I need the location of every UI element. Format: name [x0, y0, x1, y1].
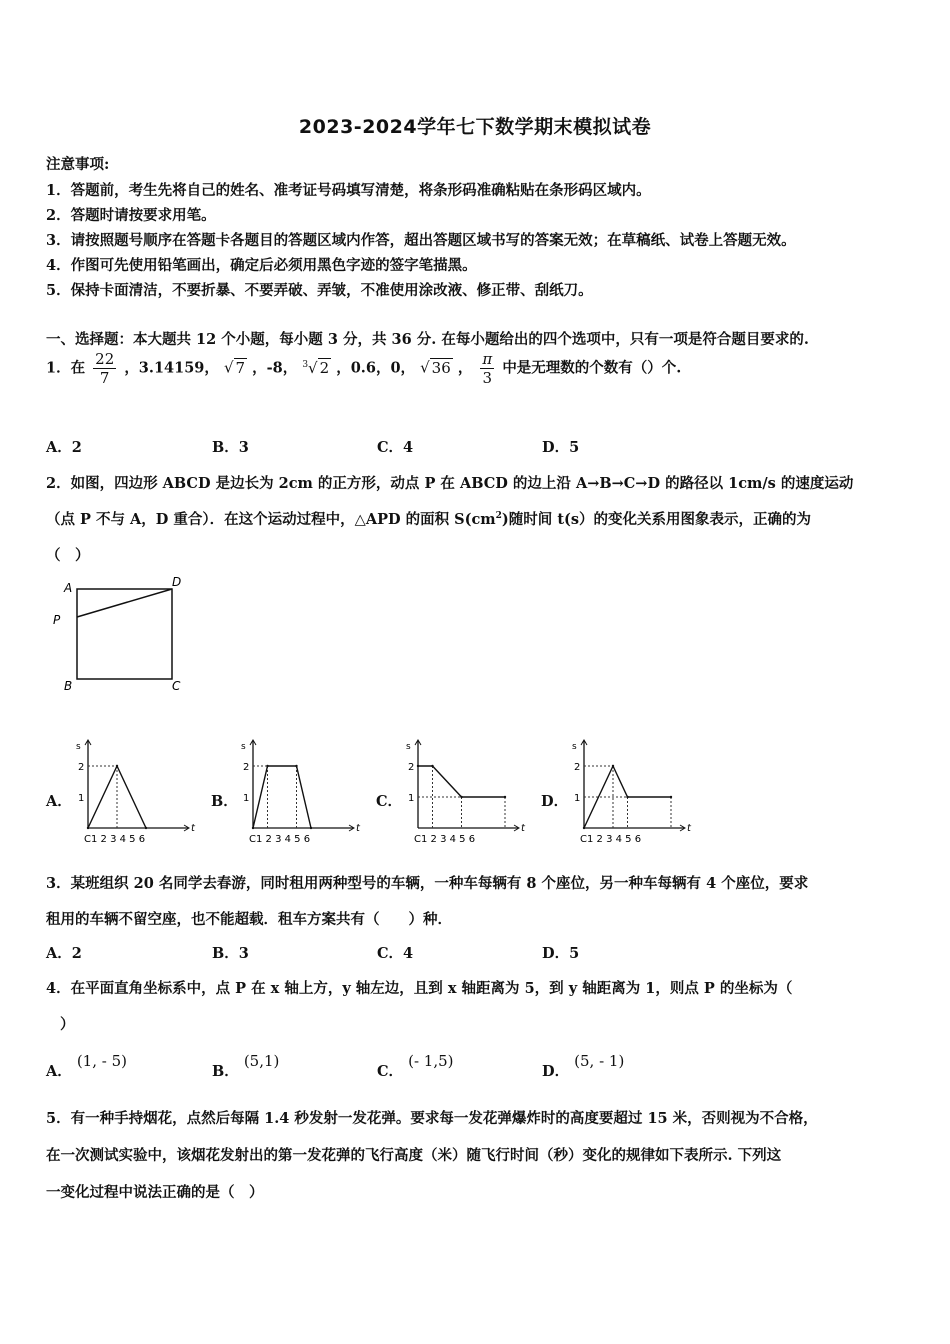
q5-line-3: 一变化过程中说法正确的是（ ） [46, 1184, 264, 1201]
option-label: A． [46, 1063, 72, 1080]
q3-line-2: 租用的车辆不留空座，也不能超载．租车方案共有（ ）种． [46, 911, 452, 928]
data-point [266, 765, 268, 767]
y-axis-label: s [76, 742, 81, 752]
notice-heading: 注意事项: [46, 156, 110, 173]
x-tick-labels: C1 2 3 4 5 6 [414, 834, 476, 845]
section-heading: 一、选择题：本大题共 12 个小题，每小题 3 分，共 36 分. 在每小题给出的四个选项中，只有一项是符合题目要求的. [46, 331, 809, 348]
notice-item-3: 3．请按照题号顺序在答题卡各题目的答题区域内作答，超出答题区域书写的答案无效；在草稿纸、试卷上答题无效。 [46, 232, 796, 249]
y-tick-label: 1 [574, 793, 581, 804]
y-tick-label: 1 [408, 793, 415, 804]
data-point [460, 796, 462, 798]
radicand: 36 [431, 358, 451, 377]
label-p: P [53, 613, 61, 627]
root-index: 3 [302, 359, 309, 370]
superscript: 2 [495, 511, 502, 522]
y-axis-label: s [241, 742, 246, 752]
y-tick-label: 2 [78, 762, 85, 773]
data-point [583, 827, 585, 829]
q3-line-1: 3．某班组织 20 名同学去春游，同时租用两种型号的车辆，一种车每辆有 8 个座位，另一种车每辆有 4 个座位，要求 [46, 875, 809, 892]
fraction-pi-3 [480, 350, 494, 387]
notice-item-2: 2．答题时请按要求用笔。 [46, 207, 216, 224]
q1-option-c[interactable]: C．4 [377, 439, 414, 456]
q1-separator: ，0.6，0， [336, 359, 416, 377]
data-point [504, 796, 506, 798]
y-tick-label: 2 [243, 762, 250, 773]
y-tick-label: 1 [78, 793, 85, 804]
segment-pd [77, 589, 172, 617]
q3-option-d[interactable]: D．5 [542, 945, 580, 962]
q1-separator: ，3.14159， [124, 359, 219, 377]
q4-option-a[interactable] [46, 1052, 127, 1081]
y-tick-label: 1 [243, 793, 250, 804]
page-title: 2023-2024学年七下数学期末模拟试卷 [298, 116, 652, 138]
q4-option-d[interactable] [542, 1052, 625, 1081]
option-label: B． [212, 1063, 239, 1080]
graph-option-c[interactable] [400, 735, 530, 850]
data-point [145, 827, 147, 829]
q3-option-b[interactable]: B．3 [212, 945, 249, 962]
q2-line-3: （ ） [46, 547, 90, 564]
series-line [253, 766, 311, 828]
radicand: 2 [319, 358, 330, 377]
data-point [417, 765, 419, 767]
data-point [116, 765, 118, 767]
q2-option-a-label[interactable]: A． [46, 793, 72, 810]
data-point [626, 796, 628, 798]
data-point [612, 765, 614, 767]
q2-option-c-label[interactable]: C． [376, 793, 403, 810]
option-value: (5,1) [243, 1052, 280, 1070]
x-axis-label: t [687, 823, 691, 834]
x-axis-label: t [521, 823, 525, 834]
sqrt-36: √ 36 [420, 358, 451, 377]
x-tick-labels: C1 2 3 4 5 6 [580, 834, 642, 845]
q2-option-b-label[interactable]: B． [211, 793, 238, 810]
data-point [87, 827, 89, 829]
q1-separator: ，-8， [252, 359, 298, 377]
fraction-denominator: 7 [99, 369, 110, 387]
label-c: C [172, 679, 181, 693]
q4-line-1: 4．在平面直角坐标系中，点 P 在 x 轴上方，y 轴左边，且到 x 轴距离为 5，到 y 轴距离为 1，则点 P 的坐标为（ [46, 980, 793, 997]
sqrt-7: √ 7 [223, 358, 246, 377]
label-b: B [64, 679, 73, 693]
data-point [252, 827, 254, 829]
option-label: C． [377, 1063, 404, 1080]
q3-option-c[interactable]: C．4 [377, 945, 414, 962]
q2-text: )随时间 t(s）的变化关系用图象表示，正确的为 [501, 511, 812, 528]
notice-item-5: 5．保持卡面清洁，不要折暴、不要弄破、弄皱，不准使用涂改液、修正带、刮纸刀。 [46, 282, 593, 299]
q4-option-b[interactable] [212, 1052, 280, 1081]
option-value: (1, - 5) [76, 1052, 127, 1070]
cbrt-2: $^3$√ 2 [302, 358, 330, 377]
q3-option-a[interactable]: A．2 [46, 945, 82, 962]
q1-separator: ， [457, 359, 473, 377]
q4-line-2: ） [60, 1016, 75, 1033]
q1-prefix: 1．在 [46, 359, 86, 377]
label-d: D [172, 575, 182, 589]
q5-line-2: 在一次测试实验中，该烟花发射出的第一发花弹的飞行高度（米）随飞行时间（秒）变化的规律如下表所示. 下列这 [46, 1147, 782, 1164]
y-axis-label: s [406, 742, 411, 752]
y-tick-label: 2 [408, 762, 415, 773]
square-figure [46, 572, 206, 697]
series-line [418, 766, 505, 797]
q1-option-a[interactable]: A．2 [46, 439, 82, 456]
question-1 [46, 350, 681, 387]
q1-option-d[interactable]: D．5 [542, 439, 580, 456]
data-point [431, 765, 433, 767]
y-tick-label: 2 [574, 762, 581, 773]
data-point [670, 796, 672, 798]
x-tick-labels: C1 2 3 4 5 6 [249, 834, 311, 845]
x-tick-labels: C1 2 3 4 5 6 [84, 834, 146, 845]
option-value: (5, - 1) [574, 1052, 625, 1070]
fraction-denominator: 3 [482, 369, 493, 387]
q2-line-1: 2．如图，四边形 ABCD 是边长为 2cm 的正方形，动点 P 在 ABCD 的边上沿 A→B→C→D 的路径以 1cm/s 的速度运动 [46, 475, 854, 492]
x-axis-label: t [191, 823, 195, 834]
label-a: A [64, 581, 73, 595]
q2-option-d-label[interactable]: D． [541, 793, 569, 810]
q2-line-2 [46, 508, 811, 529]
notice-item-1: 1．答题前，考生先将自己的姓名、准考证号码填写清楚，将条形码准确粘贴在条形码区域内。 [46, 182, 651, 199]
notice-item-4: 4．作图可先使用铅笔画出，确定后必须用黑色字迹的签字笔描黑。 [46, 257, 477, 274]
y-axis-label: s [572, 742, 577, 752]
data-point [310, 827, 312, 829]
option-label: D． [542, 1063, 570, 1080]
fraction-22-7 [93, 350, 116, 387]
q2-text: （点 P 不与 A，D 重合）．在这个运动过程中，△APD 的面积 S(cm [46, 511, 496, 528]
q1-suffix: 中是无理数的个数有（）个. [502, 359, 682, 377]
q5-line-1: 5．有一种手持烟花，点然后每隔 1.4 秒发射一发花弹。要求每一发花弹爆炸时的高度要超过 15 米，否则视为不合格， [46, 1110, 818, 1127]
q4-option-c[interactable] [377, 1052, 454, 1081]
fraction-numerator: π [482, 350, 493, 368]
x-axis-label: t [356, 823, 360, 834]
graph-option-d[interactable] [566, 735, 696, 850]
option-value: (- 1,5) [408, 1052, 454, 1070]
data-point [295, 765, 297, 767]
graph-option-b[interactable] [235, 735, 365, 850]
radicand: 7 [235, 358, 246, 377]
graph-option-a[interactable] [70, 735, 200, 850]
q1-option-b[interactable]: B．3 [212, 439, 249, 456]
fraction-numerator: 22 [95, 350, 115, 368]
